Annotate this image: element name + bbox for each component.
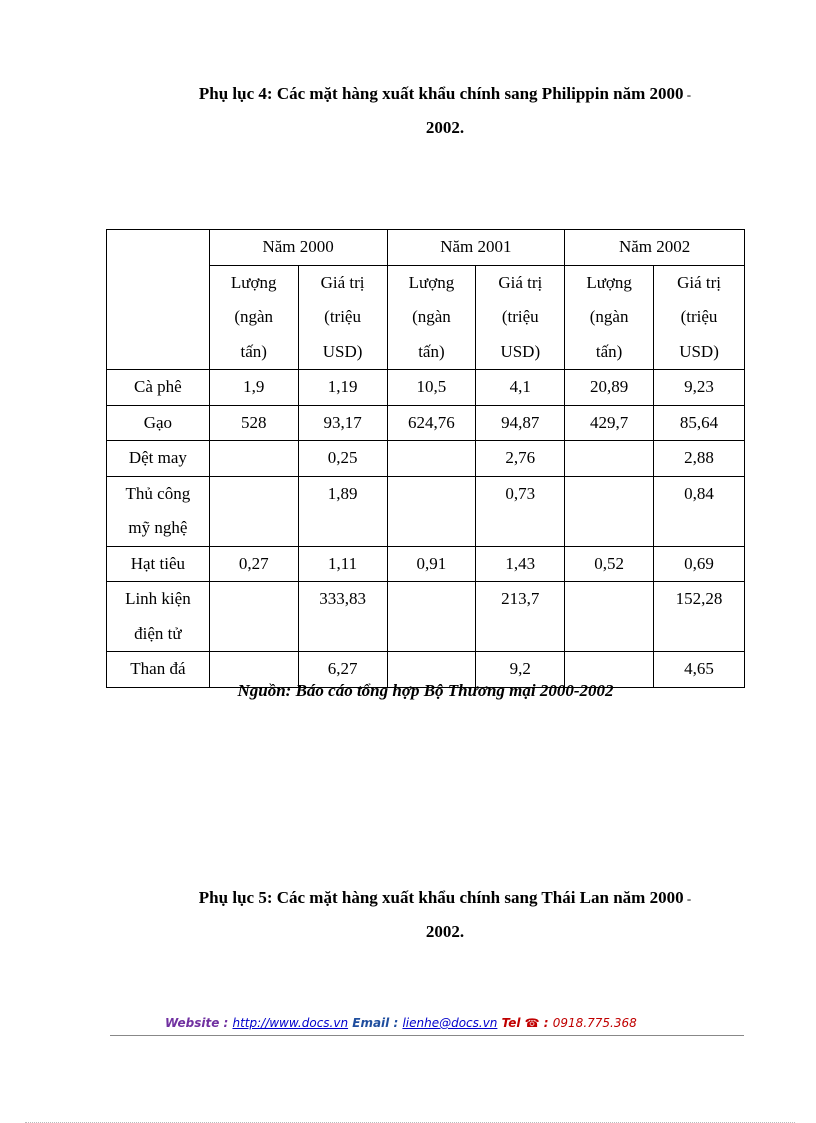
appendix-4-year: 2002. — [425, 118, 465, 137]
value-cell: 9,2 — [476, 652, 565, 688]
product-name — [107, 441, 210, 477]
website-label: Website : — [165, 1016, 233, 1030]
qty-header-line: Lượng — [230, 272, 277, 292]
value-cell: 1,43 — [476, 546, 565, 582]
qty-cell — [209, 582, 298, 652]
value-cell: 333,83 — [298, 582, 387, 652]
value-header-line: Giá trị — [320, 272, 365, 292]
value-cell: 85,64 — [654, 405, 745, 441]
qty-cell — [387, 582, 476, 652]
qty-cell: 0,27 — [209, 546, 298, 582]
value-cell: 1,11 — [298, 546, 387, 582]
product-name-line: Cà phê — [134, 377, 182, 396]
qty-header — [565, 265, 654, 370]
product-name-line: Thủ công — [125, 483, 191, 503]
product-name-line: Than đá — [130, 659, 186, 678]
value-cell: 213,7 — [476, 582, 565, 652]
value-header-line: (triệu — [501, 307, 539, 326]
product-name — [107, 546, 210, 582]
appendix-5-title — [150, 885, 740, 912]
qty-cell: 429,7 — [565, 405, 654, 441]
qty-cell: 0,91 — [387, 546, 476, 582]
source-note: Nguồn: Báo cáo tổng hợp Bộ Thương mại 2000-2002 — [237, 681, 614, 700]
qty-cell: 10,5 — [387, 370, 476, 406]
value-header — [654, 265, 745, 370]
table-row — [107, 370, 745, 406]
value-cell: 2,76 — [476, 441, 565, 477]
table-row — [107, 546, 745, 582]
qty-cell — [387, 476, 476, 546]
value-header — [298, 265, 387, 370]
year-header: Năm 2002 — [565, 230, 745, 266]
qty-cell: 20,89 — [565, 370, 654, 406]
email-link[interactable]: lienhe@docs.vn — [402, 1016, 498, 1030]
product-name-line: Dệt may — [128, 448, 187, 467]
qty-header-line: (ngàn — [412, 307, 451, 326]
value-cell: 0,84 — [654, 476, 745, 546]
qty-cell — [209, 441, 298, 477]
header-row-years — [107, 230, 745, 266]
footer-divider — [110, 1035, 744, 1036]
value-cell: 152,28 — [654, 582, 745, 652]
qty-cell — [387, 441, 476, 477]
appendix-5-title-dash: - — [683, 891, 692, 906]
value-cell: 1,89 — [298, 476, 387, 546]
product-name — [107, 582, 210, 652]
value-cell: 93,17 — [298, 405, 387, 441]
value-header-line: USD) — [679, 341, 719, 361]
value-cell: 4,65 — [654, 652, 745, 688]
qty-cell — [565, 476, 654, 546]
appendix-4-title-dash: - — [683, 87, 692, 102]
value-cell: 1,19 — [298, 370, 387, 406]
qty-cell — [565, 582, 654, 652]
qty-header — [209, 265, 298, 370]
table-row — [107, 582, 745, 652]
product-name-line: Gạo — [143, 412, 173, 432]
qty-header-line: (ngàn — [589, 307, 629, 326]
qty-cell: 1,9 — [209, 370, 298, 406]
value-cell: 0,25 — [298, 441, 387, 477]
phone-number: 0918.775.368 — [552, 1016, 637, 1030]
value-header-line: Giá trị — [677, 272, 721, 292]
qty-cell: 528 — [209, 405, 298, 441]
value-cell: 4,1 — [476, 370, 565, 406]
product-name — [107, 476, 210, 546]
product-name-line: Linh kiện — [125, 589, 191, 608]
export-table — [106, 229, 745, 688]
appendix-4-title-text: Phụ lục 4: Các mặt hàng xuất khẩu chính sang Philippin năm 2000 — [198, 84, 684, 103]
product-name — [107, 370, 210, 406]
value-cell: 0,73 — [476, 476, 565, 546]
appendix-5-year: 2002. — [425, 922, 465, 941]
qty-header-line: tấn) — [418, 341, 445, 361]
value-header-line: (triệu — [680, 307, 718, 326]
table-row — [107, 441, 745, 477]
product-name-line: mỹ nghệ — [128, 518, 188, 537]
year-header: Năm 2000 — [209, 230, 387, 266]
phone-label: Tel ☎ : — [497, 1016, 553, 1030]
qty-cell — [209, 476, 298, 546]
qty-header-line: tấn) — [240, 341, 267, 361]
table-row — [107, 476, 745, 546]
page-footer — [110, 1016, 744, 1030]
value-cell: 6,27 — [298, 652, 387, 688]
qty-header — [387, 265, 476, 370]
corner-cell — [107, 230, 210, 370]
value-header-line: (triệu — [324, 307, 361, 326]
product-name-line: Hạt tiêu — [130, 553, 186, 573]
appendix-5-title-text: Phụ lục 5: Các mặt hàng xuất khẩu chính sang Thái Lan năm 2000 — [198, 888, 684, 907]
qty-header-line: Lượng — [586, 272, 632, 292]
year-header: Năm 2001 — [387, 230, 565, 266]
qty-header-line: (ngàn — [234, 307, 274, 326]
appendix-4-title — [150, 81, 740, 108]
value-header-line: Giá trị — [498, 272, 543, 292]
qty-header-line: Lượng — [408, 272, 455, 292]
qty-header-line: tấn) — [595, 341, 623, 361]
qty-cell — [565, 441, 654, 477]
website-link[interactable]: http://www.docs.vn — [232, 1016, 349, 1030]
value-header-line: USD) — [500, 341, 541, 361]
value-header — [476, 265, 565, 370]
value-cell: 0,69 — [654, 546, 745, 582]
value-cell: 2,88 — [654, 441, 745, 477]
value-cell: 94,87 — [476, 405, 565, 441]
qty-cell: 624,76 — [387, 405, 476, 441]
product-name-line: điện tử — [134, 623, 182, 643]
email-label: Email : — [348, 1016, 403, 1030]
qty-cell: 0,52 — [565, 546, 654, 582]
value-header-line: USD) — [322, 341, 363, 361]
value-cell: 9,23 — [654, 370, 745, 406]
product-name — [107, 405, 210, 441]
table-row — [107, 405, 745, 441]
